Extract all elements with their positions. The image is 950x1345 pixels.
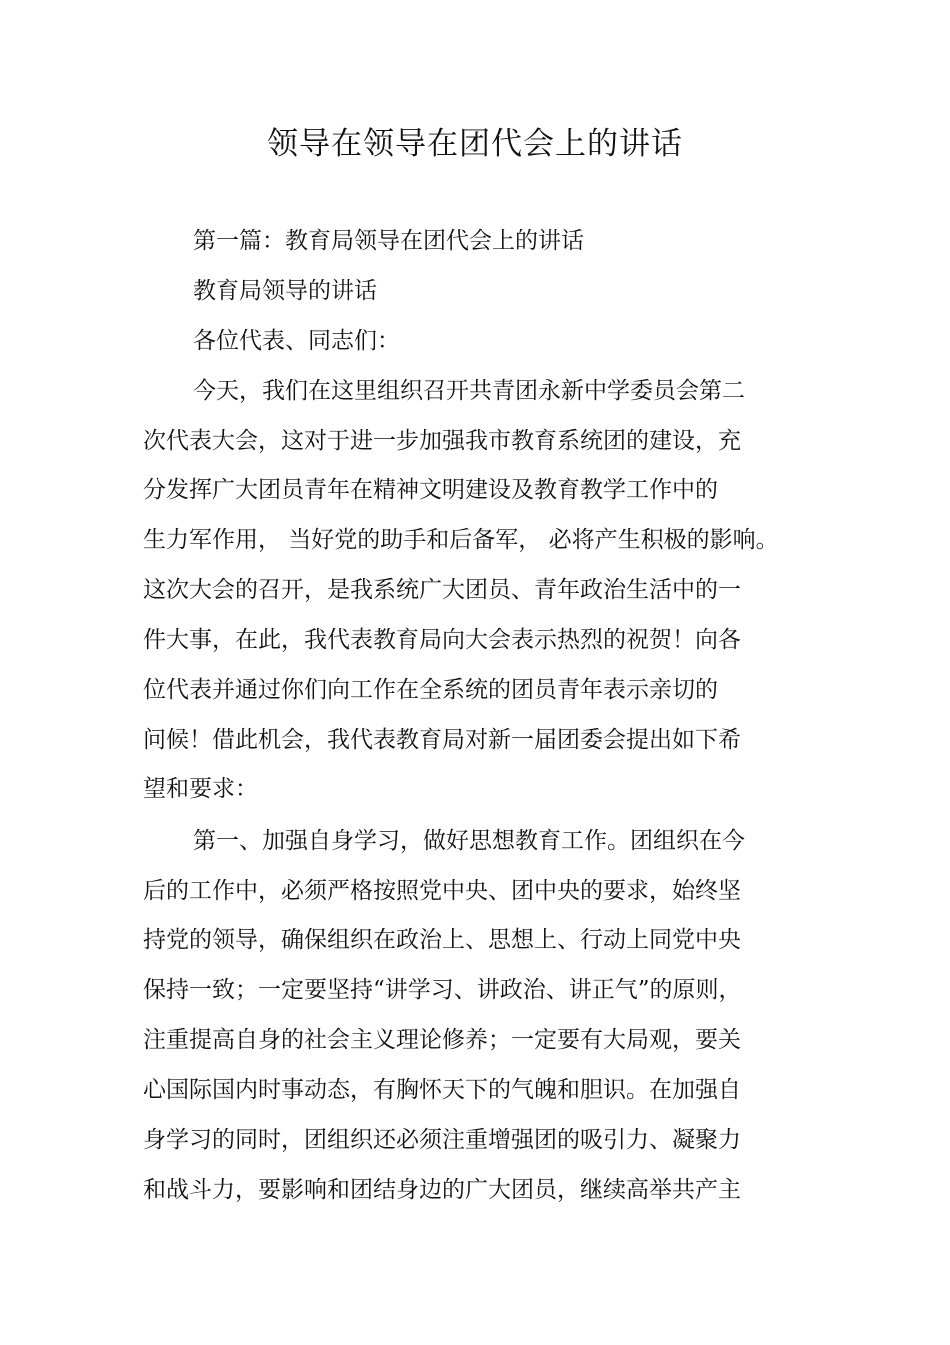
paragraph-line: 今天，我们在这里组织召开共青团永新中学委员会第二: [193, 378, 745, 404]
paragraph-line: 持党的领导，确保组织在政治上、思想上、行动上同党中央: [143, 927, 741, 953]
paragraph-line: 件大事，在此，我代表教育局向大会表示热烈的祝贺！向各: [143, 627, 741, 653]
paragraph-line: 后的工作中，必须严格按照党中央、团中央的要求，始终坚: [143, 878, 741, 904]
speech-heading: 教育局领导的讲话: [193, 278, 377, 304]
paragraph-line: 次代表大会，这对于进一步加强我市教育系统团的建设，充: [143, 428, 741, 454]
paragraph-line: 这次大会的召开，是我系统广大团员、青年政治生活中的一: [143, 577, 741, 603]
paragraph-line: 保持一致；一定要坚持“讲学习、讲政治、讲正气”的原则，: [143, 977, 742, 1003]
paragraph-line: 心国际国内时事动态，有胸怀天下的气魄和胆识。在加强自: [143, 1077, 741, 1103]
paragraph-line: 身学习的同时，团组织还必须注重增强团的吸引力、凝聚力: [143, 1127, 741, 1153]
paragraph-line: 注重提高自身的社会主义理论修养；一定要有大局观，要关: [143, 1027, 741, 1053]
paragraph-line: 分发挥广大团员青年在精神文明建设及教育教学工作中的: [143, 477, 718, 503]
salutation: 各位代表、同志们：: [193, 328, 400, 354]
paragraph-line: 和战斗力，要影响和团结身边的广大团员，继续高举共产主: [143, 1177, 741, 1203]
document-title: 领导在领导在团代会上的讲话: [267, 126, 683, 162]
paragraph-line: 望和要求：: [143, 776, 258, 802]
section-heading: 第一篇：教育局领导在团代会上的讲话: [193, 228, 584, 254]
paragraph-line: 第一、加强自身学习，做好思想教育工作。团组织在今: [193, 828, 745, 854]
paragraph-line: 生力军作用， 当好党的助手和后备军， 必将产生积极的影响。: [143, 527, 779, 553]
paragraph-line: 位代表并通过你们向工作在全系统的团员青年表示亲切的: [143, 677, 718, 703]
paragraph-line: 问候！借此机会，我代表教育局对新一届团委会提出如下希: [143, 727, 741, 753]
